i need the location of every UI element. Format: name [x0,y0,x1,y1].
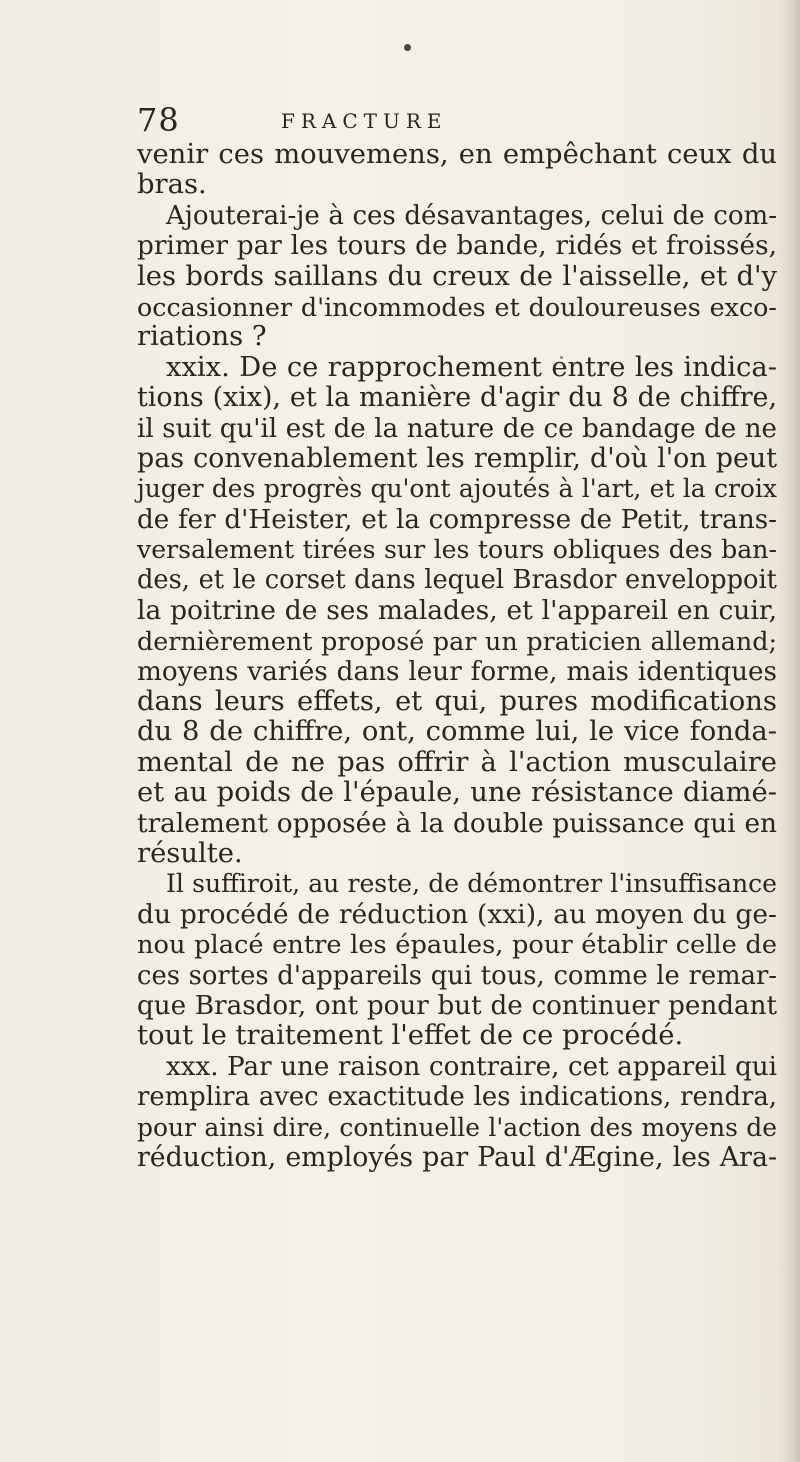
page-number: 78 [137,101,180,139]
text-line: remplira avec exactitude les indications, rendra, [137,1082,777,1113]
text-line: xxx. Par une raison contraire, cet appareil qui [166,1051,777,1082]
text-line: Ajouterai-je à ces désavantages, celui de com- [166,200,777,231]
text-line: il suit qu'il est de la nature de ce bandage de ne [137,413,777,444]
text-line: juger des progrès qu'ont ajoutés à l'art, et la croix [137,474,777,504]
text-line: du procédé de réduction (xxi), au moyen du ge- [137,898,777,930]
text-line: que Brasdor, ont pour but de continuer pendant [137,990,777,1021]
text-line: Il suffiroit, au reste, de démontrer l'insuffisance [166,869,777,899]
text-line: mental de ne pas offrir à l'action musculaire [137,746,777,778]
body-text [137,140,777,1173]
text-line: résulte. [137,837,243,869]
text-line: des, et le corset dans lequel Brasdor enveloppoit [137,565,777,596]
text-line: riations ? [137,321,267,353]
text-line: réduction, employés par Paul d'Ægine, les Ara- [137,1141,777,1173]
text-line: nou placé entre les épaules, pour établir celle de [137,930,777,961]
text-line: pour ainsi dire, continuelle l'action des moyens de [137,1112,777,1142]
text-line: moyens variés dans leur forme, mais identiques [137,656,777,687]
text-line: les bords saillans du creux de l'aisselle, et d'y [137,260,777,292]
text-line: versalement tirées sur les tours obliques des ban- [137,535,777,565]
text-line: tout le traitement l'effet de ce procédé. [137,1020,684,1052]
text-line: pas convenablement les remplir, d'où l'on peut [137,442,777,474]
text-line: tions (xix), et la manière d'agir du 8 de chiffre, [137,382,777,414]
text-line: de fer d'Heister, et la compresse de Petit, trans- [137,504,777,535]
text-line: tralement opposée à la double puissance qui en [137,808,777,839]
ink-speck [404,44,411,51]
text-line: ces sortes d'appareils qui tous, comme le remar- [137,960,777,991]
running-title: FRACTURE [281,109,448,133]
text-line: la poitrine de ses malades, et l'appareil en cuir, [137,594,777,626]
text-line: occasionner d'incommodes et douloureuses exco- [137,291,777,322]
text-line: primer par les tours de bande, ridés et froissés, [137,231,777,262]
page-edge-shadow [778,0,800,1462]
text-line: et au poids de l'épaule, une résistance diamé- [137,777,777,809]
running-head [137,100,777,140]
text-line: venir ces mouvemens, en empêchant ceux du [137,139,777,170]
text-line: bras. [137,169,207,201]
text-line: dans leurs effets, et qui, pures modifications [137,686,777,718]
text-line: du 8 de chiffre, ont, comme lui, le vice fonda- [137,716,777,748]
text-line: dernièrement proposé par un praticien allemand; [137,626,777,657]
text-line: xxix. De ce rapprochement entre les indica- [166,351,777,383]
